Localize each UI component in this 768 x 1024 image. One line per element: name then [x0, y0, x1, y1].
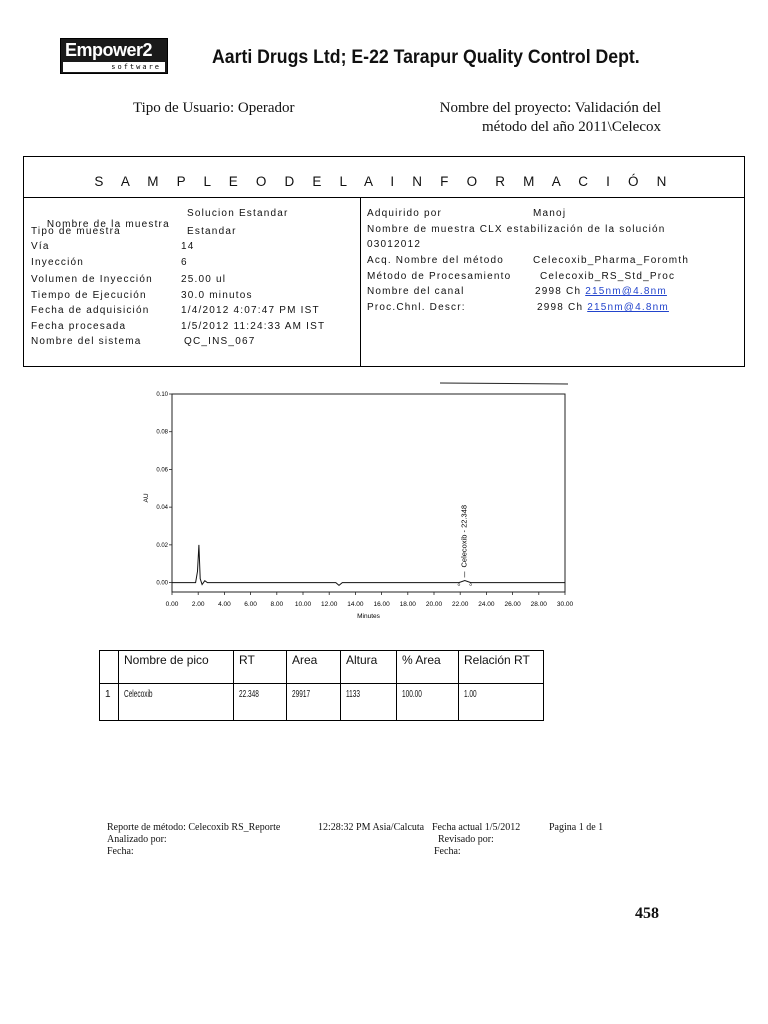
- header-rt: RT: [234, 651, 287, 684]
- channel-link[interactable]: 215nm@4.8nm: [585, 286, 667, 297]
- header-rt-ratio: Relación RT: [459, 651, 544, 684]
- info-label: Adquirido por: [367, 208, 443, 219]
- info-value: 25.00 ul: [181, 274, 227, 285]
- x-axis-label: Minutes: [357, 613, 380, 620]
- document-title: Aarti Drugs Ltd; E-22 Tarapur Quality Control Dept.: [212, 47, 640, 68]
- divider: [24, 197, 744, 198]
- report-method: Reporte de método: Celecoxib RS_Reporte: [107, 822, 281, 833]
- descr-prefix: 2998 Ch: [537, 302, 584, 313]
- header-index: [100, 651, 119, 684]
- info-value: Manoj: [533, 208, 567, 219]
- peak-end-marker: [470, 584, 472, 586]
- y-tick-label: 0.04: [156, 505, 168, 512]
- rt-ratio-value: 1.00: [464, 689, 477, 700]
- info-label: Método de Procesamiento: [367, 271, 512, 282]
- x-tick-label: 0.00: [165, 601, 179, 608]
- analyzed-by: Analizado por:: [107, 834, 167, 845]
- chromatogram-chart: [140, 382, 580, 622]
- y-tick-label: 0.02: [156, 542, 168, 549]
- plot-frame: [172, 394, 565, 592]
- info-value: Celecoxib_RS_Std_Proc: [540, 271, 676, 282]
- info-value: [537, 302, 669, 313]
- page-indicator: Pagina 1 de 1: [549, 822, 604, 833]
- x-tick-label: 18.00: [399, 601, 416, 608]
- scan-line: [440, 383, 568, 384]
- info-label: Tiempo de Ejecución: [31, 290, 147, 301]
- info-sample-name: Nombre de muestra CLX estabilización de la solución: [367, 224, 666, 235]
- rt-value: 22.348: [239, 689, 259, 700]
- empower-logo: [60, 38, 168, 74]
- cell-area: [287, 684, 341, 721]
- info-value: 6: [181, 257, 188, 268]
- project-line-2: método del año 2011\Celecox: [482, 119, 661, 135]
- peak-table: [99, 650, 544, 721]
- x-tick-label: 10.00: [294, 601, 312, 608]
- y-tick-label: 0.10: [156, 392, 168, 398]
- info-label: Nombre de la muestra: [46, 219, 170, 230]
- x-tick-label: 16.00: [373, 601, 390, 608]
- cell-height: [341, 684, 397, 721]
- x-tick-label: 2.00: [191, 601, 205, 608]
- peak-name: Celecoxib: [124, 689, 153, 700]
- info-value: [535, 286, 667, 297]
- cell-rt-ratio: [459, 684, 544, 721]
- chromatogram-trace: [172, 545, 565, 586]
- area-value: 29917: [292, 689, 311, 700]
- table-row: [100, 684, 544, 721]
- info-value: 30.0 minutos: [181, 290, 253, 301]
- divider: [360, 197, 361, 366]
- x-tick-label: 14.00: [347, 601, 364, 608]
- x-tick-label: 12.00: [321, 601, 338, 608]
- cell-rt: [234, 684, 287, 721]
- cell-index: 1: [100, 684, 119, 721]
- x-tick-label: 8.00: [270, 601, 284, 608]
- header-height: Altura: [341, 651, 397, 684]
- logo-subtext: software: [63, 62, 165, 72]
- x-tick-label: 22.00: [452, 601, 469, 608]
- info-value: Solucion Estandar: [187, 208, 289, 219]
- info-label: Nombre del canal: [367, 286, 465, 297]
- info-label: Proc.Chnl. Descr:: [367, 302, 466, 313]
- report-time: 12:28:32 PM Asia/Calcuta: [318, 822, 425, 833]
- header-area: Area: [287, 651, 341, 684]
- peak-start-marker: [458, 584, 460, 586]
- info-label: Volumen de Inyección: [31, 274, 153, 285]
- info-value: 1/5/2012 11:24:33 AM IST: [181, 321, 326, 332]
- info-value: Estandar: [187, 226, 237, 237]
- x-tick-label: 4.00: [218, 601, 231, 608]
- info-label: Nombre del sistema: [31, 336, 142, 347]
- pct-area-value: 100.00: [402, 689, 422, 700]
- cell-peak-name: [119, 684, 234, 721]
- y-tick-label: 0.08: [156, 429, 168, 436]
- date-right: Fecha:: [434, 846, 461, 857]
- y-axis-label: AU: [143, 493, 150, 503]
- date-left: Fecha:: [107, 846, 134, 857]
- current-date: Fecha actual 1/5/2012: [432, 822, 521, 833]
- info-label: Fecha procesada: [31, 321, 127, 332]
- logo-text: Empower2: [65, 40, 153, 60]
- sample-info-title: S A M P L E O D E L A I N F O R M A C I Ó N: [94, 174, 674, 189]
- x-tick-label: 6.00: [244, 601, 257, 608]
- descr-link[interactable]: 215nm@4.8nm: [587, 302, 669, 313]
- info-value: 1/4/2012 4:07:47 PM IST: [181, 305, 320, 316]
- x-tick-label: 24.00: [478, 601, 495, 608]
- reviewed-by: Revisado por:: [438, 834, 494, 845]
- sample-info-box: [23, 156, 745, 367]
- info-sample-name-cont: 03012012: [367, 239, 422, 250]
- project-name: [440, 99, 661, 137]
- user-type: Tipo de Usuario: Operador: [133, 100, 295, 116]
- project-line-1: Nombre del proyecto: Validación del: [439, 100, 661, 116]
- height-value: 1133: [346, 689, 360, 700]
- x-tick-label: 28.00: [530, 601, 547, 608]
- info-label: Tipo de muestra: [31, 226, 121, 237]
- info-value: Celecoxib_Pharma_Foromth: [533, 255, 690, 266]
- x-tick-label: 20.00: [425, 601, 443, 608]
- header-peak-name: Nombre de pico: [119, 651, 234, 684]
- page-number: 458: [635, 905, 659, 922]
- info-label: Vía: [31, 241, 50, 252]
- channel-prefix: 2998 Ch: [535, 286, 582, 297]
- info-label: Acq. Nombre del método: [367, 255, 505, 266]
- x-tick-label: 26.00: [504, 601, 521, 608]
- table-header-row: [100, 651, 544, 684]
- info-label: Inyección: [31, 257, 85, 268]
- info-value: 14: [181, 241, 195, 252]
- info-value: QC_INS_067: [184, 336, 256, 347]
- header-pct-area: % Area: [397, 651, 459, 684]
- cell-pct-area: [397, 684, 459, 721]
- info-label: Fecha de adquisición: [31, 305, 150, 316]
- x-tick-label: 30.00: [556, 601, 574, 608]
- peak-annotation: Celecoxib - 22.348: [459, 504, 469, 568]
- y-tick-label: 0.06: [156, 467, 168, 474]
- y-tick-label: 0.00: [156, 580, 168, 587]
